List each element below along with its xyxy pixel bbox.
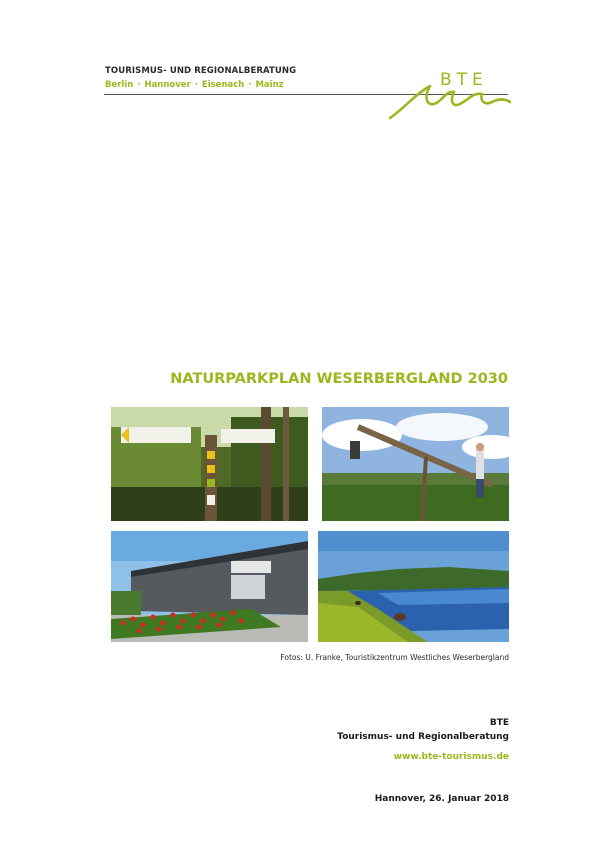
place-date: Hannover, 26. Januar 2018: [374, 794, 509, 804]
publisher-name: BTE: [489, 718, 509, 728]
bte-logo-text: BTE: [440, 70, 488, 90]
bte-logo: [388, 70, 514, 122]
publisher-description: Tourismus- und Regionalberatung: [337, 732, 509, 742]
document-title: NATURPARKPLAN WESERBERGLAND 2030: [170, 371, 508, 387]
photo-swing-meadow: [322, 407, 509, 521]
header-company: TOURISMUS- UND REGIONALBERATUNG: [105, 66, 297, 76]
photo-caption: Fotos: U. Franke, Touristikzentrum Westliches Weserbergland: [280, 653, 509, 662]
bte-logo-swoosh: [388, 82, 514, 122]
photo-info-centre-tulips: [111, 531, 308, 642]
photo-forest-signpost: [111, 407, 308, 521]
photo-weser-river: [318, 531, 509, 642]
header-cities: Berlin · Hannover · Eisenach · Mainz: [105, 80, 284, 90]
publisher-website-link[interactable]: www.bte-tourismus.de: [393, 752, 509, 762]
